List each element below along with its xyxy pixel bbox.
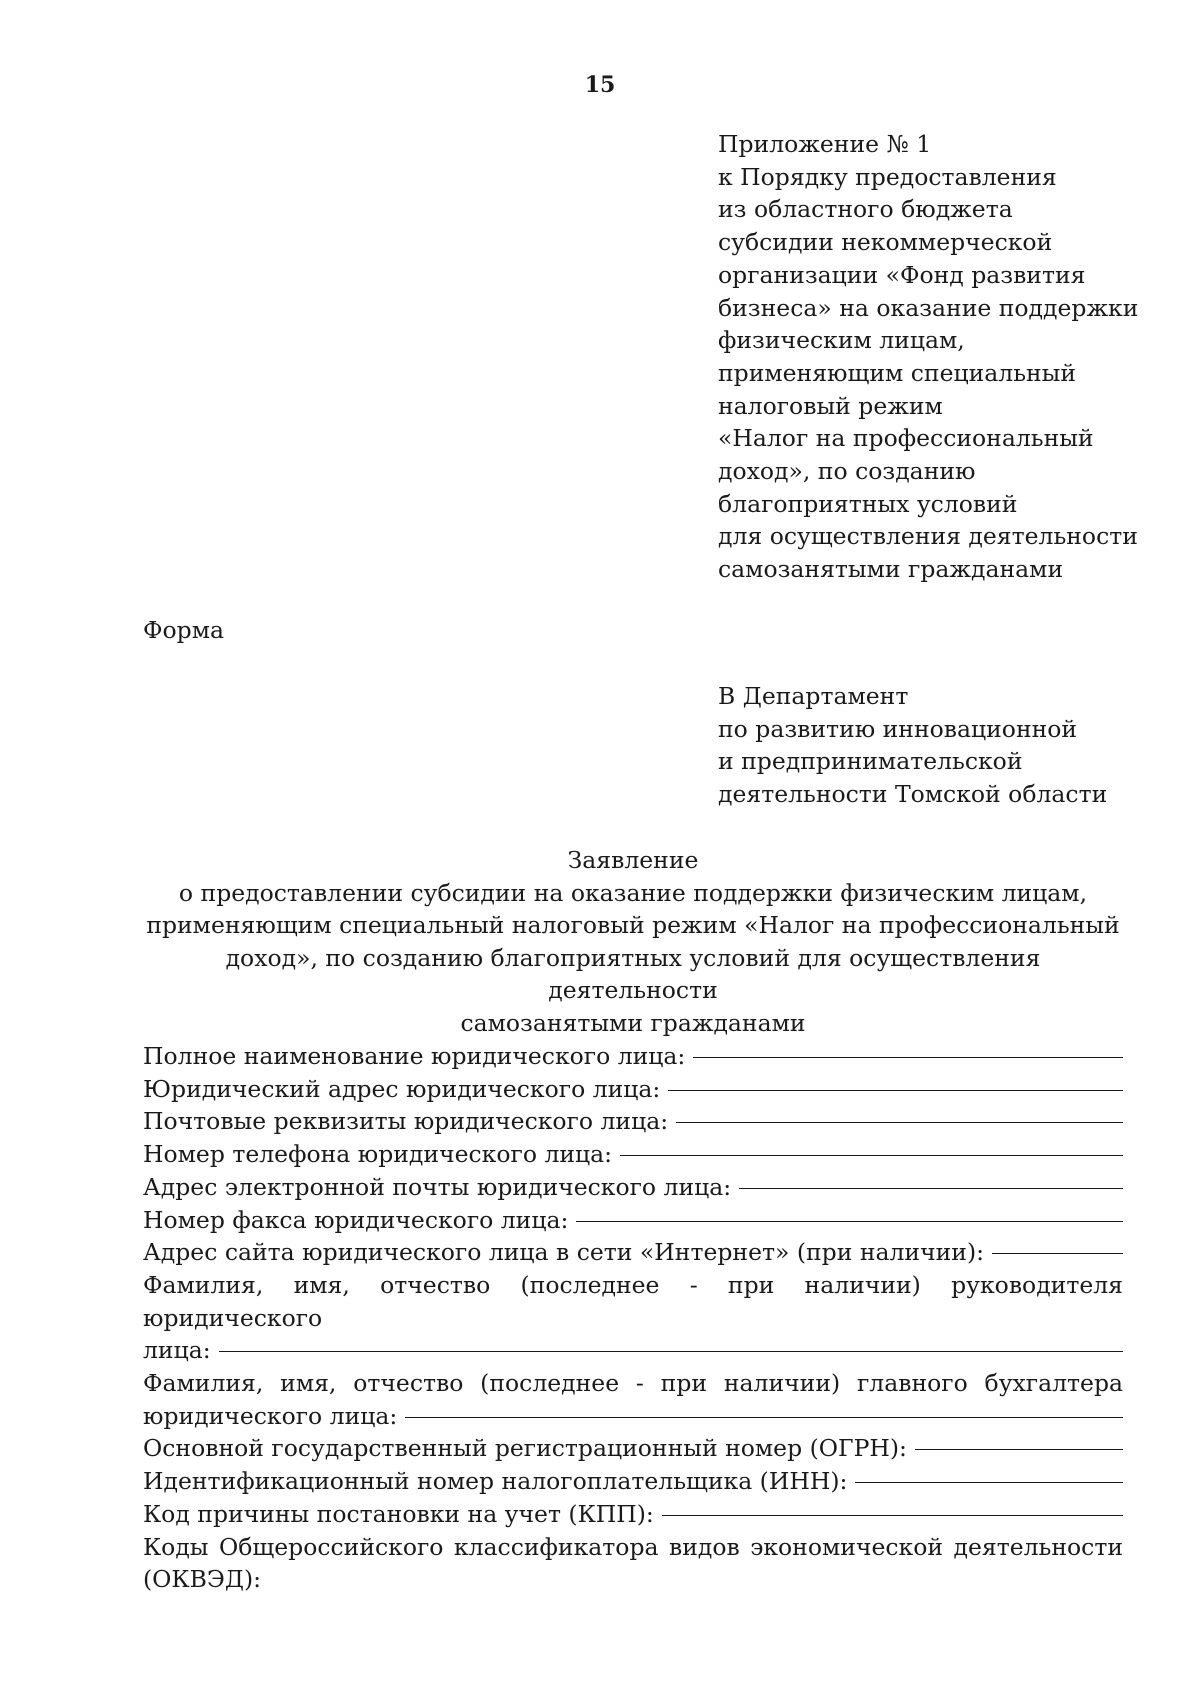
appendix-line: самозанятыми гражданами — [718, 555, 1064, 584]
addressee-line: по развитию инновационной — [718, 714, 1078, 743]
field-label: Адрес сайта юридического лица в сети «Интернет» (при наличии): — [143, 1238, 985, 1267]
addressee-line: В Департамент — [718, 682, 909, 710]
title-line: доход», по созданию благоприятных условий для осуществления деятельности — [225, 943, 1041, 1004]
field-label: Юридический адрес юридического лица: — [143, 1074, 661, 1103]
full-name-input-line[interactable] — [693, 1056, 1123, 1058]
kpp-input-line[interactable] — [662, 1514, 1123, 1516]
field-postal-details — [143, 1105, 1123, 1138]
field-accountant-label: Фамилия, имя, отчество (последнее - при наличии) главного бухгалтера — [143, 1369, 1123, 1398]
field-label: юридического лица: — [143, 1401, 398, 1430]
website-input-line[interactable] — [992, 1252, 1123, 1254]
field-label: лица: — [143, 1336, 211, 1365]
field-label: Полное наименование юридического лица: — [143, 1042, 686, 1070]
email-input-line[interactable] — [739, 1187, 1123, 1189]
title-line: применяющим специальный налоговый режим «Налог на профессиональный — [146, 911, 1120, 939]
field-director — [143, 1334, 1123, 1367]
appendix-line: из областного бюджета — [718, 195, 1013, 224]
fax-input-line[interactable] — [576, 1220, 1123, 1222]
field-ogrn — [143, 1432, 1123, 1465]
field-okved-label: Коды Общероссийского классификатора видов экономической деятельности — [143, 1532, 1123, 1561]
field-label: Основной государственный регистрационный номер (ОГРН): — [143, 1434, 907, 1463]
field-email — [143, 1171, 1123, 1204]
document-title — [143, 844, 1123, 1039]
field-website — [143, 1236, 1123, 1269]
addressee-line: и предпринимательской — [718, 747, 1023, 776]
appendix-line: благоприятных условий — [718, 489, 1018, 518]
appendix-line: организации «Фонд развития — [718, 260, 1086, 289]
title-line: о предоставлении субсидии на оказание поддержки физическим лицам, — [178, 878, 1088, 907]
phone-input-line[interactable] — [620, 1154, 1123, 1156]
field-label: Номер телефона юридического лица: — [143, 1140, 613, 1169]
appendix-block — [718, 128, 1158, 586]
field-full-name — [143, 1040, 1123, 1073]
accountant-input-line[interactable] — [405, 1416, 1123, 1418]
field-label: Код причины постановки на учет (КПП): — [143, 1499, 654, 1528]
field-fax — [143, 1204, 1123, 1237]
field-accountant — [143, 1400, 1123, 1433]
appendix-line: доход», по созданию — [718, 457, 976, 486]
title-heading: Заявление — [567, 846, 699, 874]
addressee-line: деятельности Томской области — [718, 780, 1108, 809]
field-inn — [143, 1465, 1123, 1498]
field-legal-address — [143, 1073, 1123, 1106]
appendix-line: субсидии некоммерческой — [718, 228, 1053, 257]
field-label: Почтовые реквизиты юридического лица: — [143, 1107, 669, 1136]
director-input-line[interactable] — [219, 1350, 1123, 1352]
field-director-label: Фамилия, имя, отчество (последнее - при наличии) руководителя юридического — [143, 1270, 1123, 1332]
field-phone — [143, 1138, 1123, 1171]
appendix-line: налоговый режим — [718, 391, 943, 420]
inn-input-line[interactable] — [855, 1481, 1123, 1483]
legal-address-input-line[interactable] — [668, 1089, 1123, 1091]
appendix-line: Приложение № 1 — [718, 130, 932, 158]
appendix-line: применяющим специальный — [718, 358, 1077, 387]
appendix-line: бизнеса» на оказание поддержки — [718, 293, 1139, 322]
addressee-block — [718, 680, 1158, 811]
field-kpp — [143, 1498, 1123, 1531]
form-fields — [143, 1040, 1123, 1596]
appendix-line: физическим лицам, — [718, 326, 965, 355]
appendix-line: «Налог на профессиональный — [718, 424, 1094, 453]
field-label: Номер факса юридического лица: — [143, 1205, 569, 1234]
field-okved-label-end: (ОКВЭД): — [143, 1565, 262, 1594]
page-number: 15 — [584, 72, 616, 98]
appendix-line: для осуществления деятельности — [718, 522, 1138, 551]
form-label: Форма — [143, 616, 224, 644]
title-line: самозанятыми гражданами — [460, 1008, 806, 1037]
field-label: Идентификационный номер налогоплательщика (ИНН): — [143, 1467, 848, 1496]
field-label: Адрес электронной почты юридического лица: — [143, 1172, 732, 1201]
ogrn-input-line[interactable] — [915, 1448, 1123, 1450]
appendix-line: к Порядку предоставления — [718, 162, 1057, 191]
postal-details-input-line[interactable] — [676, 1121, 1123, 1123]
